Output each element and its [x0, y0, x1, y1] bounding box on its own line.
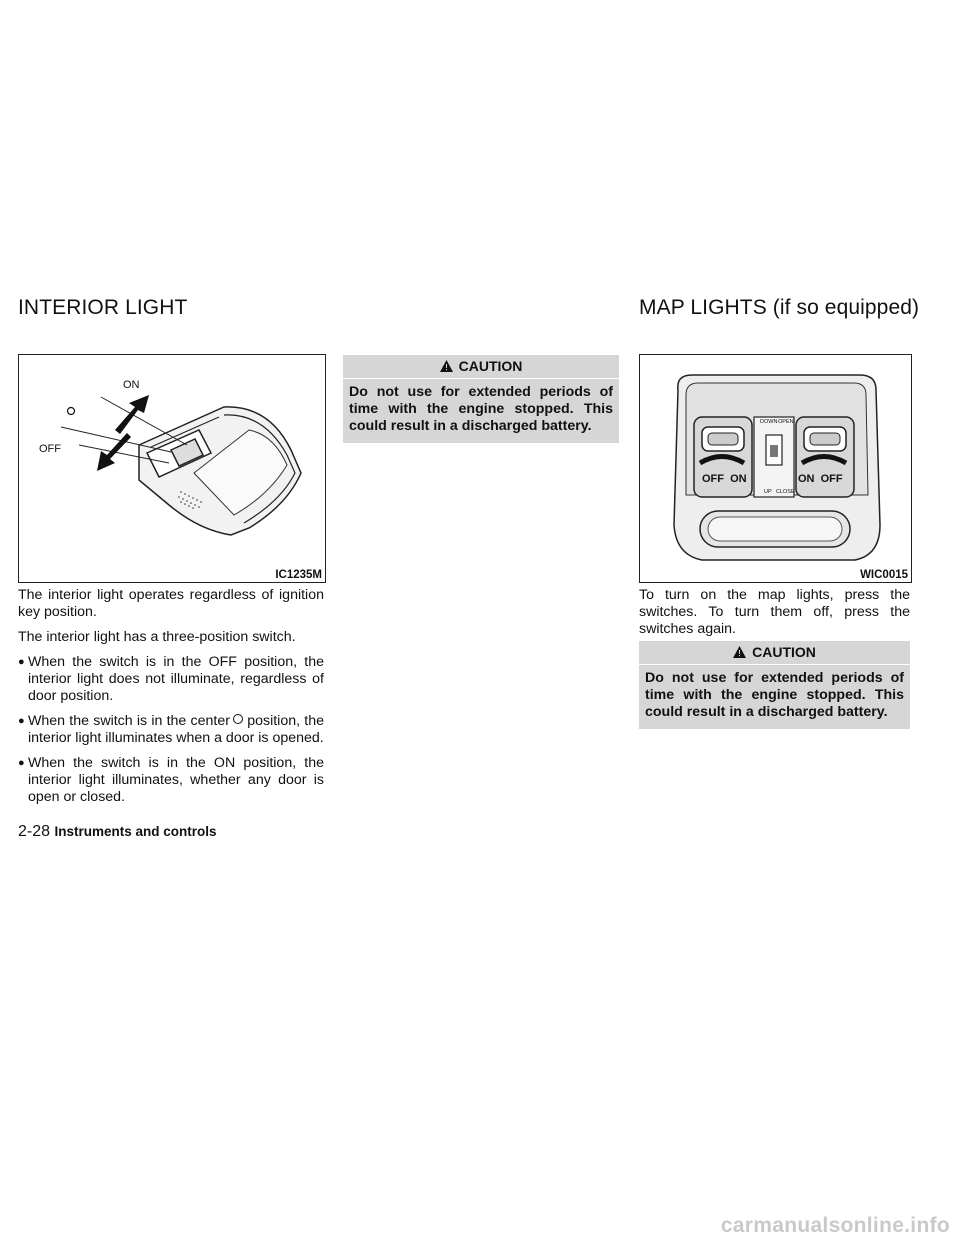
list-item-text: When the switch is in the ON position, the interior light illuminates, whether any door is open or closed.	[28, 755, 324, 805]
list-item	[18, 654, 324, 705]
interior-light-illustration	[19, 355, 325, 582]
right-switch-label: ON OFF	[798, 473, 843, 485]
interior-light-heading: INTERIOR LIGHT	[18, 296, 188, 319]
list-item-text-before: When the switch is in the center	[28, 713, 230, 729]
map-lights-illustration	[640, 355, 911, 582]
bullet-icon: ●	[18, 656, 25, 668]
on-label: ON	[123, 379, 140, 391]
caution-box	[639, 641, 910, 729]
off-label: OFF	[39, 443, 61, 455]
list-item-text: When the switch is in the OFF position, the interior light does not illuminate, regardless of door position.	[28, 654, 324, 704]
center-position-icon	[233, 714, 243, 724]
list-item	[18, 755, 324, 806]
paragraph: To turn on the map lights, press the switches. To turn them off, press the switches again.	[639, 587, 910, 637]
caution-title: CAUTION	[752, 644, 816, 660]
section-name: Instruments and controls	[54, 824, 217, 839]
map-lights-text	[639, 587, 910, 646]
map-lights-figure	[639, 354, 912, 583]
open-label: OPEN	[778, 419, 794, 425]
close-label: CLOSE	[776, 489, 795, 495]
paragraph: The interior light operates regardless of ignition key position.	[18, 587, 324, 620]
page-number: 2-28	[18, 823, 51, 840]
caution-header	[343, 355, 619, 379]
left-switch-label: OFF ON	[702, 473, 747, 485]
down-label: DOWN	[760, 419, 778, 425]
list-item-text-after: position, the interior light illuminates when a door is opened.	[28, 713, 325, 746]
caution-title: CAUTION	[458, 358, 523, 374]
figure-code: WIC0015	[860, 569, 908, 581]
up-label: UP	[764, 489, 772, 495]
watermark[interactable]: carmanualsonline.info	[720, 1214, 950, 1237]
caution-body: Do not use for extended periods of time with the engine stopped. This could result in a discharged battery.	[645, 670, 904, 720]
warning-icon	[440, 360, 453, 372]
page-footer	[18, 823, 217, 841]
list-item	[18, 713, 324, 747]
list-item-text	[28, 713, 324, 747]
interior-light-text	[18, 587, 324, 814]
warning-icon	[733, 646, 746, 658]
interior-light-figure	[18, 354, 326, 583]
bullet-icon: ●	[18, 757, 25, 769]
caution-box	[343, 355, 619, 443]
bullet-icon: ●	[18, 715, 25, 727]
caution-body: Do not use for extended periods of time with the engine stopped. This could result in a discharged battery.	[349, 384, 613, 434]
caution-header	[639, 641, 910, 665]
paragraph: The interior light has a three-position switch.	[18, 629, 296, 645]
map-lights-heading: MAP LIGHTS (if so equipped)	[639, 296, 920, 319]
figure-code: IC1235M	[275, 569, 322, 581]
